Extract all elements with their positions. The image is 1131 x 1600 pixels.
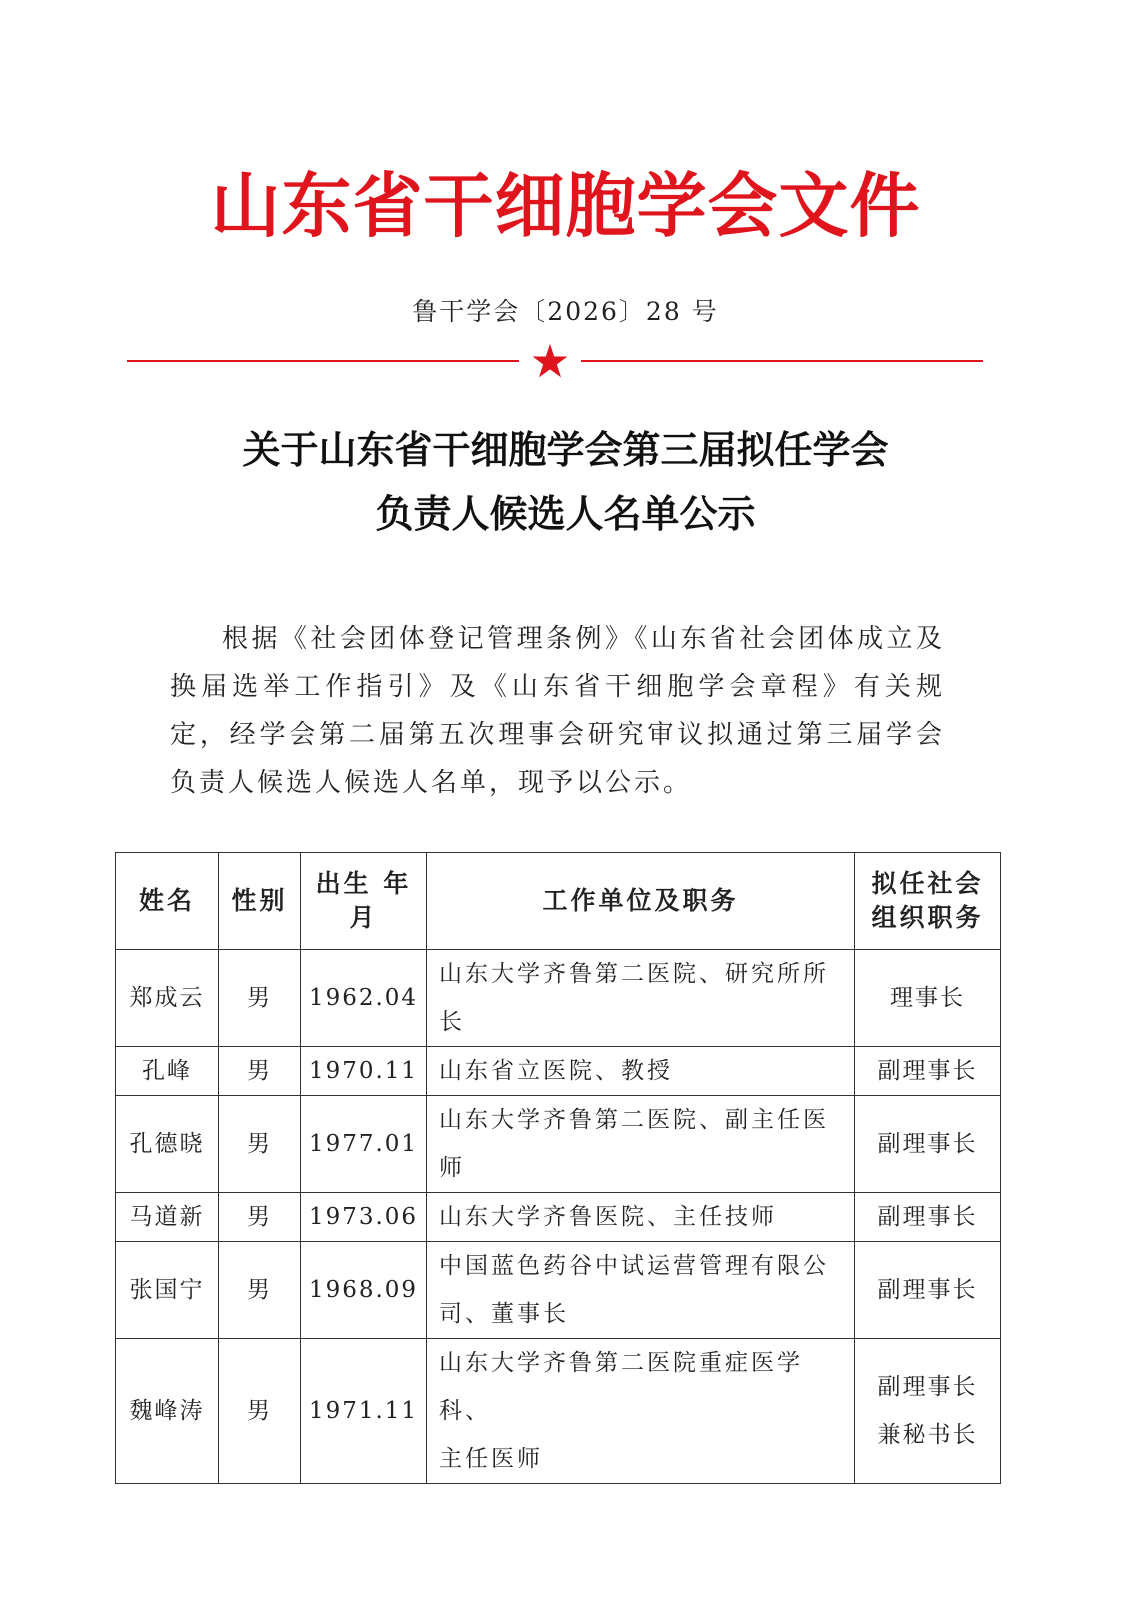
cell-unit: 山东大学齐鲁第二医院、研究所所长 bbox=[427, 950, 855, 1047]
star-icon bbox=[531, 342, 569, 380]
cell-unit-line-1: 中国蓝色药谷中试运营管理有限公 bbox=[439, 1253, 829, 1279]
table-header-row bbox=[116, 853, 1001, 950]
header-birth-line-2: 年月 bbox=[349, 869, 412, 932]
cell-unit-line-2: 司、董事长 bbox=[439, 1301, 569, 1327]
cell-role: 副理事长 bbox=[855, 1096, 1001, 1193]
document-number: 鲁干学会〔2026〕28 号 bbox=[412, 297, 719, 326]
header-role-line-1: 拟任社会 bbox=[871, 869, 984, 898]
cell-role: 副理事长 bbox=[855, 1193, 1001, 1242]
header-role-line-2: 组织职务 bbox=[871, 903, 984, 932]
header-birth-line-1: 出生 bbox=[315, 869, 372, 898]
cell-name: 张国宁 bbox=[116, 1242, 219, 1339]
cell-name: 孔德晓 bbox=[116, 1096, 219, 1193]
table-row bbox=[116, 1242, 1001, 1339]
cell-unit: 山东大学齐鲁第二医院、副主任医师 bbox=[427, 1096, 855, 1193]
header-unit: 工作单位及职务 bbox=[427, 853, 855, 950]
cell-gender: 男 bbox=[219, 950, 301, 1047]
cell-birth: 1977.01 bbox=[301, 1096, 427, 1193]
cell-unit bbox=[427, 1242, 855, 1339]
header-role bbox=[855, 853, 1001, 950]
cell-unit: 山东大学齐鲁医院、主任技师 bbox=[427, 1193, 855, 1242]
cell-birth: 1970.11 bbox=[301, 1047, 427, 1096]
cell-unit bbox=[427, 1339, 855, 1484]
notice-title bbox=[0, 418, 1131, 546]
red-rule-left bbox=[127, 360, 519, 362]
cell-name: 孔峰 bbox=[116, 1047, 219, 1096]
table-row bbox=[116, 1047, 1001, 1096]
cell-name: 郑成云 bbox=[116, 950, 219, 1047]
cell-birth: 1968.09 bbox=[301, 1242, 427, 1339]
header-birth bbox=[301, 853, 427, 950]
cell-unit: 山东省立医院、教授 bbox=[427, 1047, 855, 1096]
cell-birth: 1973.06 bbox=[301, 1193, 427, 1242]
cell-birth: 1971.11 bbox=[301, 1339, 427, 1484]
table-row bbox=[116, 1193, 1001, 1242]
cell-gender: 男 bbox=[219, 1193, 301, 1242]
cell-unit-line-1: 山东大学齐鲁第二医院重症医学科、 bbox=[439, 1350, 803, 1424]
cell-birth: 1962.04 bbox=[301, 950, 427, 1047]
red-rule-right bbox=[581, 360, 983, 362]
candidate-table bbox=[115, 852, 1001, 1484]
body-paragraph: 根据《社会团体登记管理条例》《山东省社会团体成立及换届选举工作指引》及《山东省干细胞学会章程》有关规定，经学会第二届第五次理事会研究审议拟通过第三届学会负责人候选人候选人名单，现予以公示。 bbox=[170, 624, 945, 798]
cell-role bbox=[855, 1339, 1001, 1484]
cell-name: 魏峰涛 bbox=[116, 1339, 219, 1484]
table-row bbox=[116, 1339, 1001, 1484]
cell-role-line-2: 兼秘书长 bbox=[877, 1422, 978, 1448]
table-row bbox=[116, 950, 1001, 1047]
cell-role: 副理事长 bbox=[855, 1242, 1001, 1339]
cell-gender: 男 bbox=[219, 1096, 301, 1193]
header-name: 姓名 bbox=[116, 853, 219, 950]
notice-title-line-2: 负责人候选人名单公示 bbox=[375, 491, 756, 536]
cell-role: 理事长 bbox=[855, 950, 1001, 1047]
cell-unit-line-2: 主任医师 bbox=[439, 1446, 543, 1472]
masthead-title: 山东省干细胞学会文件 bbox=[210, 164, 921, 247]
header-gender: 性别 bbox=[219, 853, 301, 950]
cell-gender: 男 bbox=[219, 1047, 301, 1096]
cell-role-line-1: 副理事长 bbox=[877, 1374, 978, 1400]
cell-gender: 男 bbox=[219, 1242, 301, 1339]
notice-title-line-1: 关于山东省干细胞学会第三届拟任学会 bbox=[242, 427, 889, 472]
cell-gender: 男 bbox=[219, 1339, 301, 1484]
table-row bbox=[116, 1096, 1001, 1193]
cell-role: 副理事长 bbox=[855, 1047, 1001, 1096]
cell-name: 马道新 bbox=[116, 1193, 219, 1242]
